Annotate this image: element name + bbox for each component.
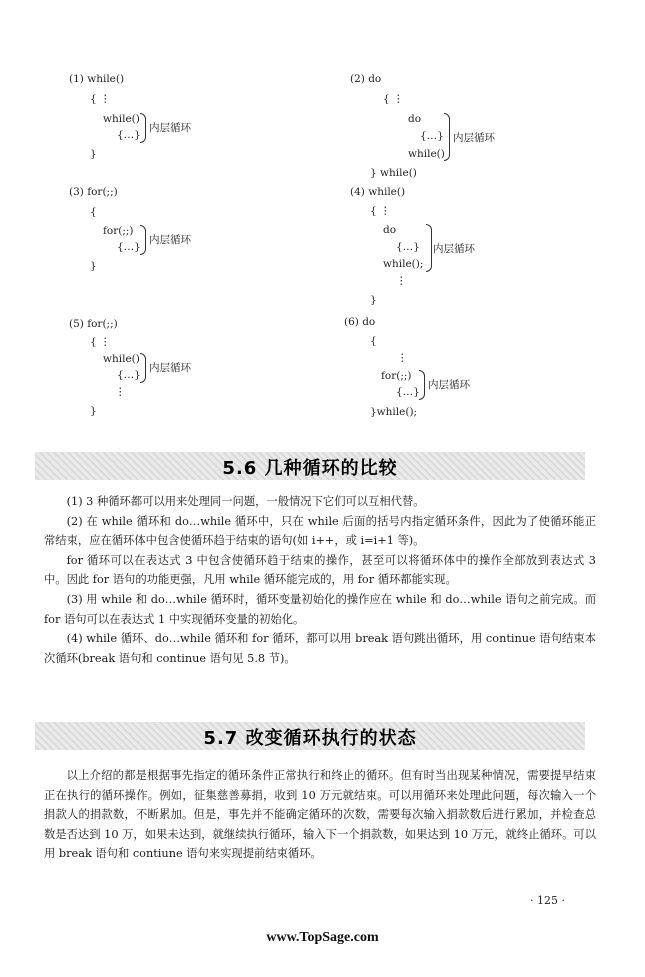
paragraph: for 循环可以在表达式 3 中包含使循环趋于结束的操作，甚至可以将循环体中的操作全部放到表达式 3 中。因此 for 语句的功能更强，凡用 while 循环能完成的，用 for 循环都能实现。 bbox=[44, 553, 596, 587]
paragraph: (2) 在 while 循环和 do…while 循环中，只在 while 后面的括号内指定循环条件，因此为了使循环能正常结束，应在循环体中包含使循环趋于结束的语句(如 i++，或 i=i+1 等)。 bbox=[44, 514, 596, 548]
brace-bracket bbox=[140, 113, 146, 143]
code-line: ⋮ bbox=[397, 352, 408, 364]
brace-bracket bbox=[426, 224, 432, 272]
paragraph: (4) while 循环、do…while 循环和 for 循环，都可以用 break 语句跳出循环，用 continue 语句结束本次循环(break 语句和 continue 语句见 5.8 节)。 bbox=[44, 632, 596, 665]
code-line: } bbox=[370, 294, 377, 306]
brace-bracket bbox=[419, 370, 425, 400]
inner-loop-label: 内层循环 bbox=[149, 234, 191, 246]
code-line: { ⋮ bbox=[90, 93, 111, 105]
code-line: do bbox=[408, 113, 422, 125]
code-line: } bbox=[90, 405, 97, 417]
code-line: while() bbox=[408, 148, 445, 160]
code-line: { ⋮ bbox=[383, 93, 404, 105]
code-line: { bbox=[370, 335, 377, 347]
code-line: {…} bbox=[420, 130, 444, 142]
brace-bracket bbox=[140, 353, 146, 383]
paragraph: 以上介绍的都是根据事先指定的循环条件正常执行和终止的循环。但有时当出现某种情况，需要提早结束正在执行的循环操作。例如，征集慈善募捐，收到 10 万元就结束。可以用循环来处理此问题，每次输入一个捐款人的捐款数，不断累加。但是，事先并不能确定循环的次数，需要每次输入捐款数后进行累加，并检查总数是否达到 10 万，如果未达到，就继续执行循环，输入下一个捐款数，如果达到 10 万元，就终止循环。可以用 break 语句和 contiune 语句来实现提前结束循环。 bbox=[44, 769, 596, 861]
paragraph: (1) 3 种循环都可以用来处理同一问题，一般情况下它们可以互相代替。 bbox=[66, 495, 425, 508]
code-line: } bbox=[90, 148, 97, 160]
section-banner-5-7 bbox=[35, 722, 585, 750]
inner-loop-label: 内层循环 bbox=[428, 379, 470, 391]
code-line: (5) for(;;) bbox=[69, 318, 118, 330]
section-5-6-body bbox=[44, 492, 596, 668]
page-number: · 125 · bbox=[530, 894, 565, 907]
code-line: } bbox=[90, 260, 97, 272]
code-line: (6) do bbox=[344, 316, 376, 328]
inner-loop-label: 内层循环 bbox=[433, 243, 475, 255]
inner-loop-label: 内层循环 bbox=[149, 122, 191, 134]
code-line: for(;;) bbox=[381, 370, 412, 382]
section-title: 5.6 几种循环的比较 bbox=[222, 458, 398, 479]
code-line: while(); bbox=[383, 258, 424, 270]
code-line: }while(); bbox=[370, 406, 418, 418]
code-line: do bbox=[383, 224, 397, 236]
inner-loop-label: 内层循环 bbox=[453, 132, 495, 144]
code-line: while() bbox=[103, 113, 140, 125]
code-line: { ⋮ bbox=[90, 336, 111, 348]
section-banner-5-6 bbox=[35, 452, 585, 480]
section-title: 5.7 改变循环执行的状态 bbox=[203, 728, 417, 749]
code-line: {…} bbox=[117, 129, 141, 141]
code-line: (2) do bbox=[350, 73, 382, 85]
code-line: (4) while() bbox=[350, 186, 406, 198]
code-line: {…} bbox=[117, 369, 141, 381]
code-line: { bbox=[90, 206, 97, 218]
code-line: } while() bbox=[370, 167, 417, 179]
brace-bracket bbox=[444, 113, 450, 161]
footer-watermark: www.TopSage.com bbox=[266, 930, 379, 945]
brace-bracket bbox=[140, 225, 146, 255]
code-line: while() bbox=[103, 353, 140, 365]
code-line: ⋮ bbox=[396, 275, 407, 287]
inner-loop-label: 内层循环 bbox=[149, 362, 191, 374]
code-line: {…} bbox=[117, 241, 141, 253]
paragraph: (3) 用 while 和 do…while 循环时，循环变量初始化的操作应在 while 和 do…while 语句之前完成。而 for 语句可以在表达式 1 中实现循环变量的初始化。 bbox=[44, 592, 596, 626]
code-line: ⋮ bbox=[115, 386, 126, 398]
code-line: (1) while() bbox=[69, 73, 125, 85]
section-5-7-body bbox=[44, 766, 596, 864]
code-line: { ⋮ bbox=[370, 205, 391, 217]
code-line: (3) for(;;) bbox=[69, 186, 118, 198]
code-line: for(;;) bbox=[103, 225, 134, 237]
code-line: {…} bbox=[396, 241, 420, 253]
code-line: {…} bbox=[396, 386, 420, 398]
